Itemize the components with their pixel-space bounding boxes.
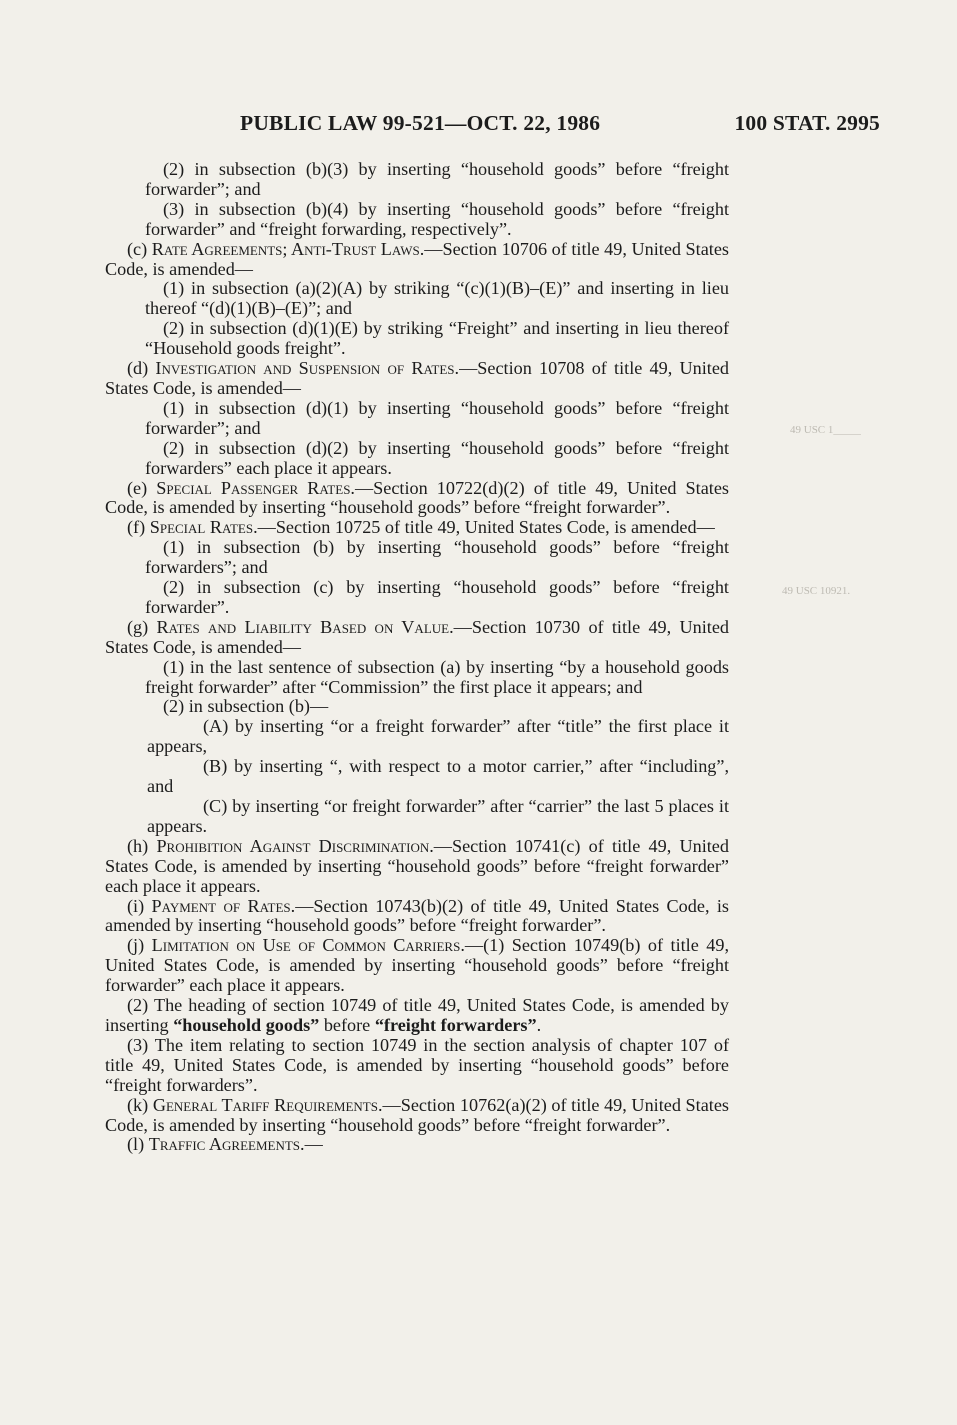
- margin-note-2: 49 USC 10921.: [782, 585, 851, 597]
- section-heading: Special Passenger Rates.: [156, 477, 355, 498]
- paragraph: (l) Traffic Agreements.—: [127, 1134, 323, 1155]
- paragraph: (1) in the last sentence of subsection (a) by inserting “by a household goods freight forwarder” after “Commission” the first place it appears; and: [145, 656, 729, 697]
- section-heading: General Tariff Requirements.: [152, 1094, 383, 1115]
- paragraph: (1) in subsection (a)(2)(A) by striking “(c)(1)(B)–(E)” and inserting in lieu thereof “(d)(1)(B)–(E)”; and: [145, 278, 729, 319]
- section-heading: Investigation and Suspension of Rates.: [155, 358, 460, 379]
- paragraph: (1) in subsection (b) by inserting “household goods” before “freight forwarders”; and: [145, 537, 729, 578]
- paragraph: (f) Special Rates.—Section 10725 of title 49, United States Code, is amended—: [127, 517, 715, 538]
- section-heading: Prohibition Against Discrimination.: [156, 835, 434, 856]
- paragraph: (2) in subsection (d)(2) by inserting “household goods” before “freight forwarders” each place it appears.: [145, 437, 729, 478]
- paragraph: (2) in subsection (b)—: [163, 696, 329, 717]
- paragraph: (3) in subsection (b)(4) by inserting “household goods” before “freight forwarder” and “freight forwarding, respectively”.: [145, 198, 729, 239]
- paragraph: (3) The item relating to section 10749 in the section analysis of chapter 107 of title 49, United States Code, is amended by inserting “household goods” before “freight forwarders”.: [105, 1034, 729, 1095]
- paragraph: (k) General Tariff Requirements.—Section 10762(a)(2) of title 49, United States Code, is amended by inserting “household goods” before “freight forwarder”.: [105, 1094, 729, 1135]
- section-heading: Payment of Rates.: [151, 895, 296, 916]
- paragraph: (i) Payment of Rates.—Section 10743(b)(2) of title 49, United States Code, is amended by inserting “household goods” before “freight forwarder”.: [105, 895, 729, 936]
- header-stat-page: 100 STAT. 2995: [734, 111, 880, 135]
- paragraph: (g) Rates and Liability Based on Value.—Section 10730 of title 49, United States Code, is amended—: [105, 616, 729, 657]
- paragraph: (2) The heading of section 10749 of title 49, United States Code, is amended by inserting “household goods” before “freight forwarders”.: [105, 995, 729, 1035]
- bold-insert-freight-forwarders: “freight forwarders”: [374, 1014, 537, 1035]
- section-heading: Limitation on Use of Common Carriers.: [151, 935, 465, 956]
- paragraph: (B) by inserting “, with respect to a motor carrier,” after “including”, and: [147, 756, 729, 797]
- paragraph: (h) Prohibition Against Discrimination.—Section 10741(c) of title 49, United States Code, is amended by inserting “household goods” before “freight forwarder” each place it appears.: [105, 835, 729, 896]
- paragraph: (e) Special Passenger Rates.—Section 10722(d)(2) of title 49, United States Code, is amended by inserting “household goods” before “freight forwarder”.: [105, 477, 729, 518]
- paragraph: (2) in subsection (d)(1)(E) by striking “Freight” and inserting in lieu thereof “Household goods freight”.: [145, 318, 729, 359]
- paragraph: (j) Limitation on Use of Common Carriers.—(1) Section 10749(b) of title 49, United States Code, is amended by inserting “household goods” before “freight forwarder” each place it appears.: [105, 935, 730, 996]
- paragraph: (1) in subsection (d)(1) by inserting “household goods” before “freight forwarder”; and: [145, 397, 729, 438]
- bold-insert-household-goods: “household goods”: [173, 1014, 320, 1035]
- section-heading: Rate Agreements; Anti-Trust Laws.: [151, 238, 425, 259]
- paragraph: (A) by inserting “or a freight forwarder” after “title” the first place it appears,: [147, 716, 729, 757]
- section-heading: Rates and Liability Based on Value.: [156, 616, 454, 637]
- paragraph: (C) by inserting “or freight forwarder” after “carrier” the last 5 places it appears.: [147, 796, 729, 836]
- section-heading: Traffic Agreements.: [148, 1134, 305, 1155]
- paragraph: (c) Rate Agreements; Anti-Trust Laws.—Section 10706 of title 49, United States Code, is amended—: [105, 238, 729, 279]
- paragraph: (2) in subsection (b)(3) by inserting “household goods” before “freight forwarder”; and: [145, 159, 729, 199]
- paragraph: (2) in subsection (c) by inserting “household goods” before “freight forwarder”.: [145, 577, 729, 617]
- section-heading: Special Rates.: [149, 517, 258, 538]
- margin-note-1: 49 USC 1_____: [790, 424, 861, 436]
- page-header: [105, 111, 880, 141]
- body-text: [105, 160, 729, 1155]
- header-title: PUBLIC LAW 99-521—OCT. 22, 1986: [240, 111, 601, 135]
- paragraph: (d) Investigation and Suspension of Rates.—Section 10708 of title 49, United States Code, is amended—: [105, 358, 729, 398]
